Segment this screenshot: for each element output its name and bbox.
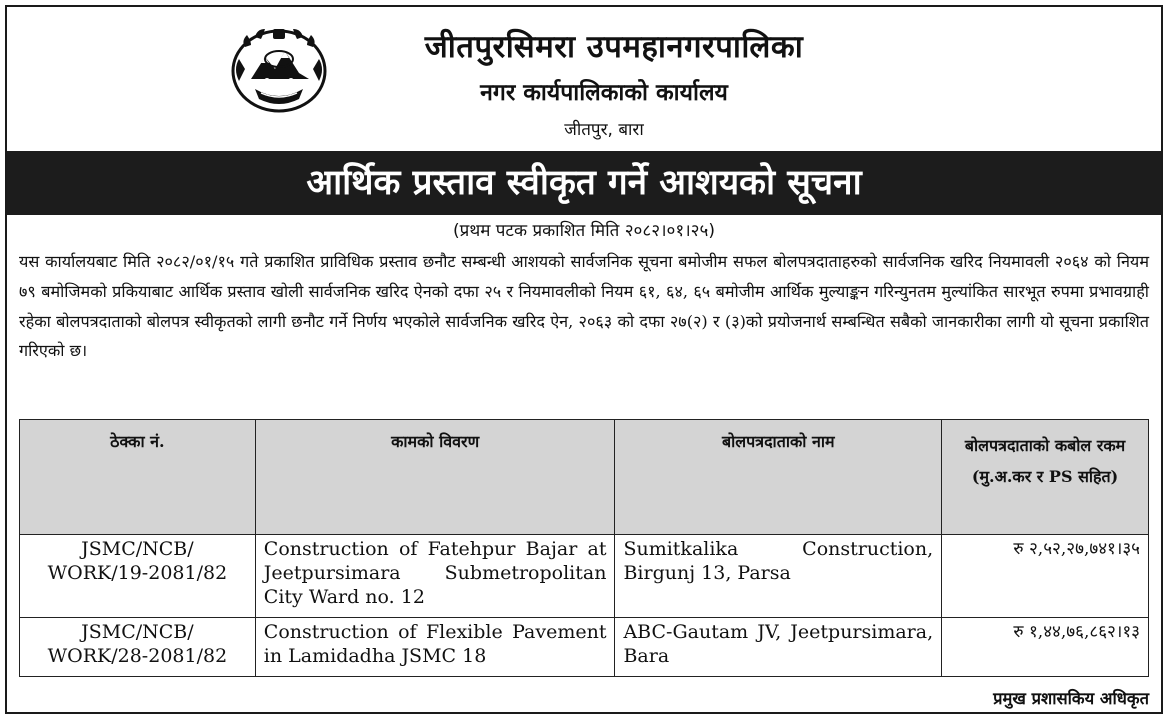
bid-amount-cell: रु २,५२,२७,७४१।३५ <box>942 535 1149 618</box>
bidder-name-cell: Sumitkalika Construction, Birgunj 13, Parsa <box>615 535 942 618</box>
publication-date: (प्रथम पटक प्रकाशित मिति २०८२।०१।२५) <box>453 221 715 241</box>
signatory-title: प्रमुख प्रशासकिय अधिकृत <box>993 689 1149 708</box>
header-bidder-name: बोलपत्रदाताको नाम <box>615 420 942 535</box>
office-name: नगर कार्यपालिकाको कार्यालय <box>480 80 728 106</box>
header-work-description: कामको विवरण <box>255 420 615 535</box>
table-row <box>20 535 1149 618</box>
work-description-cell: Construction of Fatehpur Bajar at Jeetpursimara Submetropolitan City Ward no. 12 <box>255 535 615 618</box>
header-bid-amount: बोलपत्रदाताको कबोल रकम (मु.अ.कर र PS सहित) <box>942 420 1149 535</box>
notice-page <box>5 5 1163 714</box>
tender-no-cell: JSMC/NCB/ WORK/28-2081/82 <box>20 618 256 677</box>
notice-body: यस कार्यालयबाट मिति २०८२/०१/१५ गते प्रकाशित प्राविधिक प्रस्ताव छनौट सम्बन्धी आशयको सार्वजनिक सूचना बमोजीम सफल बोलपत्रदाताहरुको सार्वजनिक खरिद नियमावली २०६४ को नियम ७९ बमोजिमको प्रकियाबाट आर्थिक प्रस्ताव खोली सार्वजनिक खरिद ऐनको दफा २५ र नियमावलीको नियम ६१, ६४, ६५ बमोजीम आर्थिक मुल्याङ्कन गरिन्युनतम मुल्यांकित सारभूत रुपमा प्रभावग्राही रहेका बोलपत्रदाताको बोलपत्र स्वीकृतको लागी छनौट गर्ने निर्णय भएकोले सार्वजनिक खरिद ऐन, २०६३ को दफा २७(२) र (३)को प्रयोजनार्थ सम्बन्धित सबैको जानकारीका लागी यो सूचना प्रकाशित गरिएको छ। <box>19 252 1149 361</box>
header-tender-no: ठेक्का नं. <box>20 420 256 535</box>
bidder-name-cell: ABC-Gautam JV, Jeetpursimara, Bara <box>615 618 942 677</box>
bid-results-table <box>19 419 1149 677</box>
table-row <box>20 618 1149 677</box>
tender-no-cell: JSMC/NCB/ WORK/19-2081/82 <box>20 535 256 618</box>
office-location: जीतपुर, बारा <box>564 120 644 140</box>
notice-title-banner: आर्थिक प्रस्ताव स्वीकृत गर्ने आशयको सूचना <box>7 151 1161 215</box>
bid-amount-cell: रु १,४४,७६,८६२।१३ <box>942 618 1149 677</box>
table-header-row <box>20 420 1149 535</box>
municipality-name: जीतपुरसिमरा उपमहानगरपालिका <box>424 29 804 65</box>
work-description-cell: Construction of Flexible Pavement in Lamidadha JSMC 18 <box>255 618 615 677</box>
